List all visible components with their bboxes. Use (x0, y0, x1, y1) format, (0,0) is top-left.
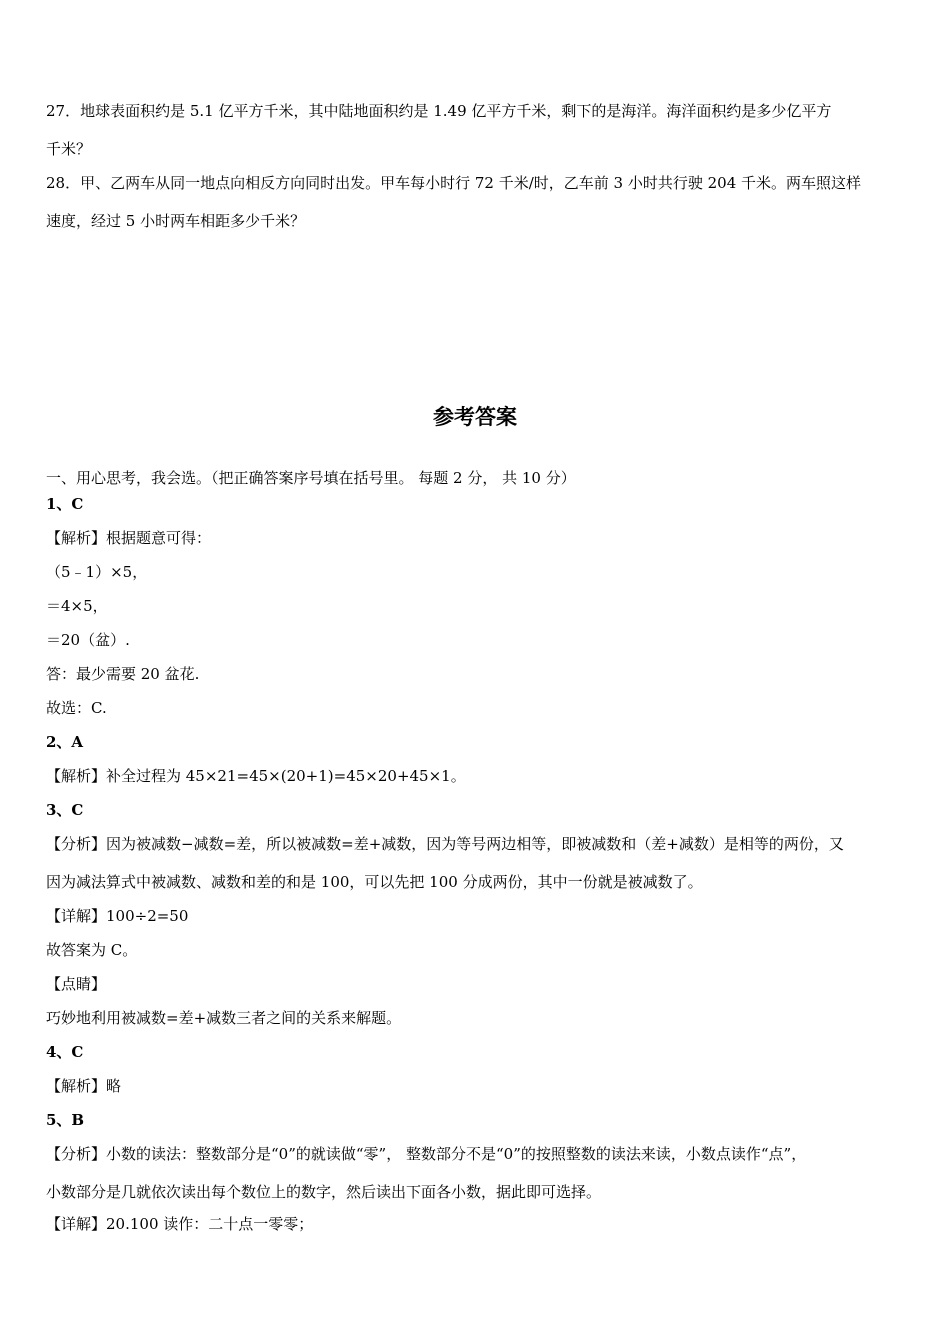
answer-3-line-2: 因为减法算式中被减数、减数和差的和是 100，可以先把 100 分成两份，其中一份就是被减数了。 (46, 873, 703, 891)
answer-5-line-1: 【分析】小数的读法：整数部分是“0”的就读做“零”， 整数部分不是“0”的按照整数的读法来读，小数点读作“点”， (46, 1145, 807, 1163)
answer-3-line-1: 【分析】因为被减数−减数=差，所以被减数=差+减数，因为等号两边相等，即被减数和（差+减数）是相等的两份，又 (46, 835, 844, 853)
answer-1-line-2: （5﹣1）×5， (46, 563, 148, 581)
answer-2-heading: 2、A (46, 733, 84, 751)
answer-1-line-3: ＝4×5， (46, 597, 108, 615)
section-1-heading: 一、用心思考，我会选。（把正确答案序号填在括号里。 每题 2 分， 共 10 分） (46, 469, 576, 487)
question-28-line-1: 28．甲、乙两车从同一地点向相反方向同时出发。甲车每小时行 72 千米/时，乙车前 3 小时共行驶 204 千米。两车照这样 (46, 174, 862, 192)
answer-3-line-3: 【详解】100÷2=50 (46, 907, 189, 925)
answer-4-heading: 4、C (46, 1043, 84, 1061)
answer-5-line-3: 【详解】20.100 读作：二十点一零零； (46, 1215, 314, 1233)
answer-3-heading: 3、C (46, 801, 84, 819)
answer-3-line-4: 故答案为 C。 (46, 941, 138, 959)
answer-3-line-5: 【点睛】 (46, 975, 107, 993)
answer-1-line-5: 答：最少需要 20 盆花. (46, 665, 200, 683)
question-27-line-1: 27．地球表面积约是 5.1 亿平方千米，其中陆地面积约是 1.49 亿平方千米，剩下的是海洋。海洋面积约是多少亿平方 (46, 102, 832, 120)
answer-1-line-1: 【解析】根据题意可得： (46, 529, 212, 547)
answers-title: 参考答案 (433, 404, 517, 429)
answer-2-line-1: 【解析】补全过程为 45×21=45×(20+1)=45×20+45×1。 (46, 767, 466, 785)
answer-1-heading: 1、C (46, 495, 84, 513)
answer-5-heading: 5、B (46, 1111, 85, 1129)
answer-1-line-4: ＝20（盆）. (46, 631, 130, 649)
answer-5-line-2: 小数部分是几就依次读出每个数位上的数字，然后读出下面各小数，据此即可选择。 (46, 1183, 602, 1201)
answer-3-line-6: 巧妙地利用被减数=差+减数三者之间的关系来解题。 (46, 1009, 402, 1027)
question-27-line-2: 千米？ (46, 140, 92, 158)
answer-4-line-1: 【解析】略 (46, 1077, 122, 1095)
question-28-line-2: 速度，经过 5 小时两车相距多少千米？ (46, 212, 306, 230)
answer-1-line-6: 故选：C. (46, 699, 107, 717)
